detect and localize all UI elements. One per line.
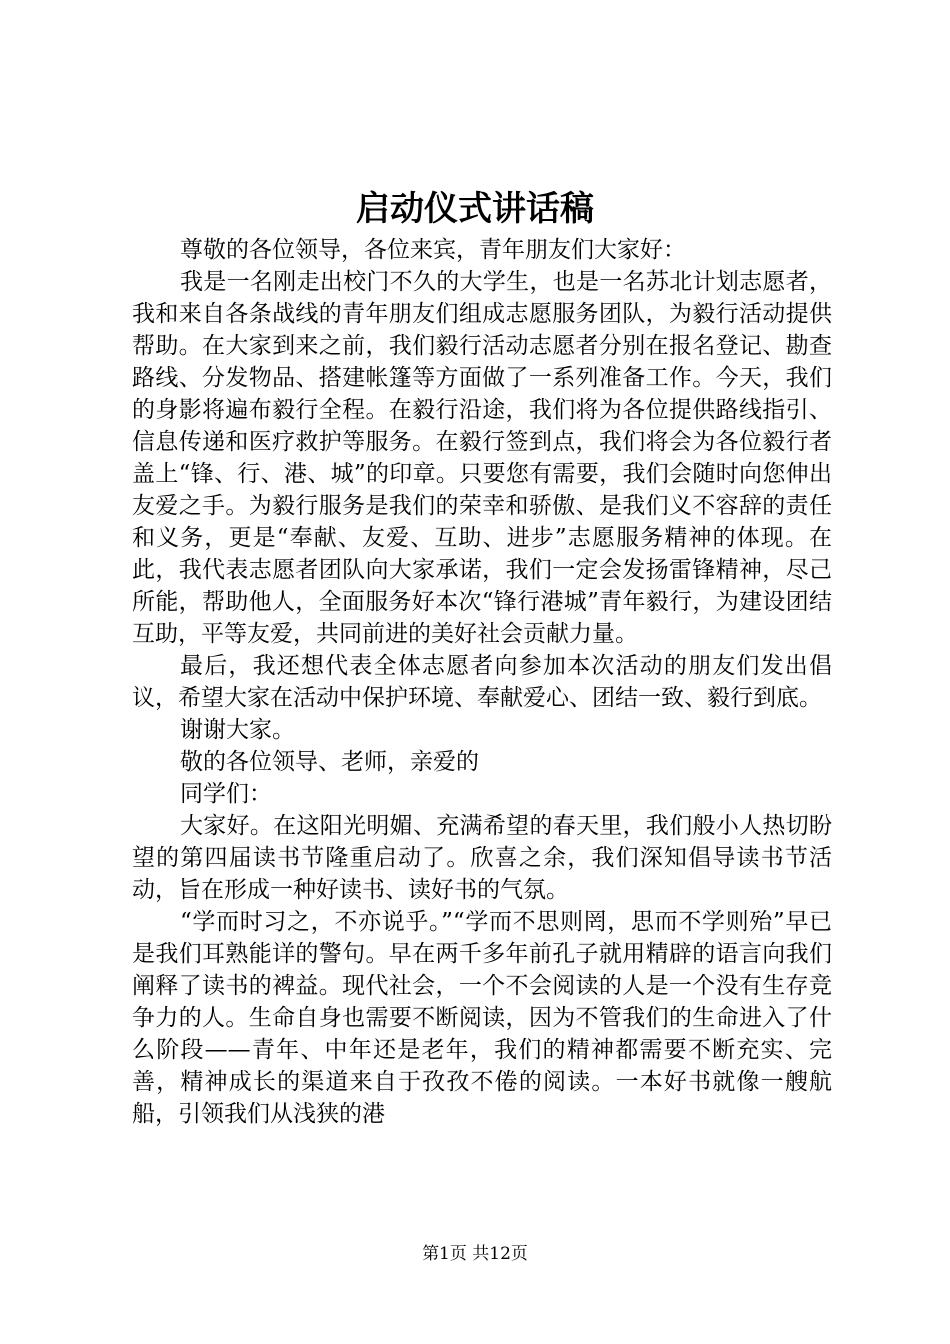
paragraph-thanks: 谢谢大家。 <box>180 717 295 743</box>
page-footer: 第1页 共12页 <box>422 1244 528 1264</box>
paragraph-students: 同学们： <box>180 781 272 807</box>
paragraph-reading-quotes: “学而时习之，不亦说乎。”“学而不思则罔，思而不学则殆”早已是我们耳熟能详的警句。早在两千多年前孔子就用精辟的语言向我们阐释了读书的裨益。现代社会，一个不会阅读的人是一个没有生存竞争力的人。生命自身也需要不断阅读，因为不管我们的生命进入了什么阶段——青年、中年还是老年，我们的精神都需要不断充实、完善，精神成长的渠道来自于孜孜不倦的阅读。一本好书就像一艘航船，引领我们从浅狭的港 <box>132 909 832 1127</box>
paragraph-volunteer-speech: 我是一名刚走出校门不久的大学生，也是一名苏北计划志愿者，我和来自各条战线的青年朋友们组成志愿服务团队，为毅行活动提供帮助。在大家到来之前，我们毅行活动志愿者分别在报名登记、勘查路线、分发物品、搭建帐篷等方面做了一系列准备工作。今天，我们的身影将遍布毅行全程。在毅行沿途，我们将为各位提供路线指引、信息传递和医疗救护等服务。在毅行签到点，我们将会为各位毅行者盖上“锋、行、港、城”的印章。只要您有需要，我们会随时向您伸出友爱之手。为毅行服务是我们的荣幸和骄傲、是我们义不容辞的责任和义务，更是“奉献、友爱、互助、进步”志愿服务精神的体现。在此，我代表志愿者团队向大家承诺，我们一定会发扬雷锋精神，尽己所能，帮助他人，全面服务好本次“锋行港城”青年毅行，为建设团结互助，平等友爱，共同前进的美好社会贡献力量。 <box>132 269 832 647</box>
paragraph-closing-appeal: 最后，我还想代表全体志愿者向参加本次活动的朋友们发出倡议，希望大家在活动中保护环境、奉献爱心、团结一致、毅行到底。 <box>132 653 832 711</box>
paragraph-second-greeting: 敬的各位领导、老师，亲爱的 <box>180 749 479 775</box>
document-title: 启动仪式讲话稿 <box>356 189 594 229</box>
paragraph-greeting: 尊敬的各位领导，各位来宾，青年朋友们大家好： <box>180 237 686 263</box>
document-body <box>132 234 832 1130</box>
paragraph-reading-festival: 大家好。在这阳光明媚、充满希望的春天里，我们般小人热切盼望的第四届读书节隆重启动了。欣喜之余，我们深知倡导读书节活动，旨在形成一种好读书、读好书的气氛。 <box>132 813 832 903</box>
